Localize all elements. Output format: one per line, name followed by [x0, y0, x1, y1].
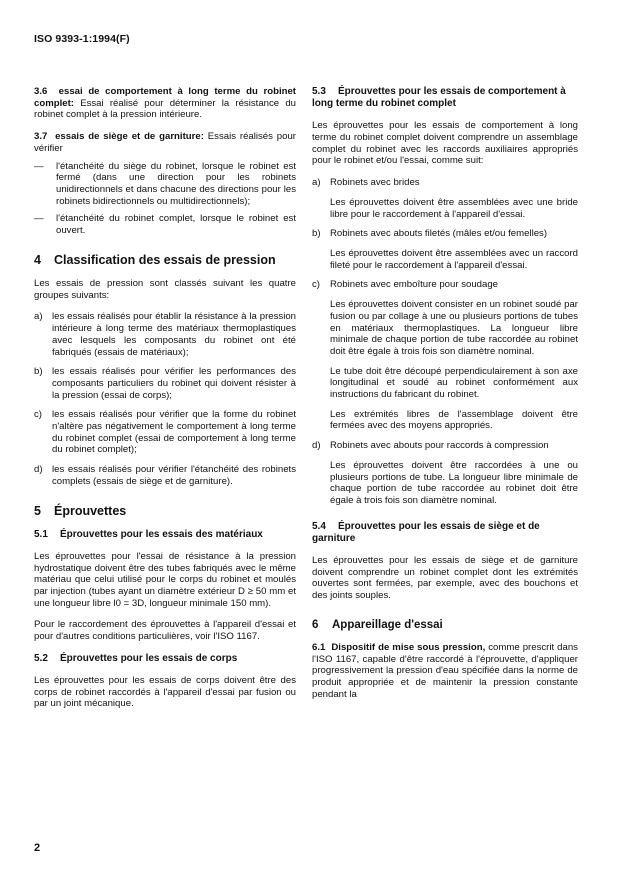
section-5-title: Éprouvettes	[54, 503, 127, 518]
list-marker: a)	[34, 311, 43, 323]
clause-6-1	[312, 642, 578, 701]
section-4-item-a	[34, 311, 296, 358]
section-5-2-heading	[34, 653, 296, 665]
section-6-heading	[312, 618, 578, 632]
section-5-4-number: 5.4	[312, 520, 326, 532]
section-5-3-item-d-text: Les éprouvettes doivent être raccordées à une ou plusieurs portions de tube. La longueur libre minimale de chaque portion de tube raccordée au robinet doit être égale à trois fois son diamètre nominal.	[330, 459, 578, 506]
clause-3-7-number: 3.7	[34, 131, 48, 143]
list-marker: d)	[34, 464, 43, 476]
list-marker: c)	[34, 409, 42, 421]
left-column	[34, 86, 296, 720]
list-marker: b)	[312, 228, 321, 240]
list-marker: b)	[34, 366, 43, 378]
section-5-1-paragraph-1: Les éprouvettes pour l'essai de résistance à la pression hydrostatique doivent être des tubes fabriqués avec le même matériau que celui utilisé pour le corps du robinet et moulés par injection (tubes ayant un diamètre extérieur D ≥ 50 mm et une longueur libre l0 = 3D, longueur minimale 150 mm).	[34, 550, 296, 609]
list-item-title: Robinets avec brides	[330, 177, 420, 189]
section-5-3-heading	[312, 86, 578, 110]
section-5-heading	[34, 504, 296, 519]
section-5-4-heading	[312, 521, 578, 545]
section-4-item-b	[34, 366, 296, 401]
clause-3-6	[34, 86, 296, 121]
page-number: 2	[34, 842, 41, 854]
dash-item-text: l'étanchéité du robinet complet, lorsque le robinet est ouvert.	[56, 213, 296, 237]
section-5-2-number: 5.2	[34, 652, 48, 664]
section-5-3-item-b-text: Les éprouvettes doivent être assemblées avec un raccord fileté pour le raccordement à l'appareil d'essai.	[330, 248, 578, 271]
list-item-text: les essais réalisés pour vérifier les performances des composants particuliers du robinet qui doivent résister à la pression (essai de corps);	[52, 366, 296, 401]
section-4-item-c	[34, 409, 296, 456]
section-5-3-item-c-paragraph-3: Les extrémités libres de l'assemblage doivent être fermées avec des moyens appropriés.	[330, 408, 578, 432]
dash-list-item	[34, 213, 296, 236]
clause-6-1-number: 6.1	[312, 641, 326, 653]
section-4-intro: Les essais de pression sont classés suivant les quatre groupes suivants:	[34, 277, 296, 301]
dash-item-text: l'étanchéité du siège du robinet, lorsque le robinet est fermé (dans une direction pour les robinets unidirectionnels et dans chacune des directions pour les robinets bidirectionnels ou multidirectionnels);	[56, 160, 296, 207]
list-marker: c)	[312, 279, 320, 291]
section-5-4-title: Éprouvettes pour les essais de siège et de garniture	[312, 520, 540, 544]
section-5-3-item-a	[312, 177, 578, 189]
clause-6-1-term: Dispositif de mise sous pression,	[331, 641, 486, 653]
list-item-text: les essais réalisés pour vérifier que la forme du robinet n'altère pas négativement le comportement à long terme du robinet complet (essai de comportement à long terme du robinet complet);	[52, 409, 296, 456]
list-marker: d)	[312, 440, 321, 452]
section-4-item-d	[34, 464, 296, 487]
section-5-1-number: 5.1	[34, 528, 48, 540]
list-item-title: Robinets avec emboîture pour soudage	[330, 279, 498, 291]
section-5-3-item-c-paragraph-2: Le tube doit être découpé perpendiculairement à son axe longitudinal et soudé au robinet conformément aux instructions du fabricant du robinet.	[330, 365, 578, 401]
dash-marker: —	[34, 160, 44, 172]
dash-list-item	[34, 161, 296, 208]
list-item-title: Robinets avec abouts pour raccords à compression	[330, 440, 549, 452]
section-5-2-paragraph-1: Les éprouvettes pour les essais de corps doivent être des corps de robinet raccordés à l'appareil d'essai par fusion ou par un joint mécanique.	[34, 675, 296, 710]
section-5-3-item-b	[312, 228, 578, 240]
right-column	[312, 86, 578, 710]
section-6-title: Appareillage d'essai	[332, 618, 443, 631]
section-4-title: Classification des essais de pression	[54, 252, 276, 267]
section-5-3-title: Éprouvettes pour les essais de comportement à long terme du robinet complet	[312, 86, 566, 110]
section-5-3-number: 5.3	[312, 86, 326, 97]
list-marker: a)	[312, 177, 321, 189]
list-item-text: les essais réalisés pour établir la résistance à la pression intérieure à long terme des matériaux thermoplastiques avec lesquels les composants du robinet ont été fabriqués (essais de matériaux);	[52, 311, 296, 358]
page-header-standard-id: ISO 9393-1:1994(F)	[34, 33, 130, 45]
clause-6-1-text: comme prescrit dans l'ISO 1167, capable d'être raccordé à l'éprouvette, d'appliquer progressivement la pression d'eau spécifiée dans la norme de produit appropriée et de maintenir la pression constante pendant la	[312, 641, 578, 700]
section-4-heading	[34, 253, 296, 268]
clause-3-7-term: essais de siège et de garniture:	[55, 131, 204, 143]
section-5-3-item-a-text: Les éprouvettes doivent être assemblées avec une bride libre pour le raccordement à l'appareil d'essai.	[330, 196, 578, 220]
list-item-title: Robinets avec abouts filetés (mâles et/ou femelles)	[330, 228, 548, 240]
clause-3-7	[34, 131, 296, 154]
section-5-3-item-d	[312, 440, 578, 452]
clause-3-6-text: Essai réalisé pour déterminer la résistance du robinet complet à la pression intérieure.	[34, 97, 296, 121]
clause-3-6-term: essai de comportement à long terme du robinet complet:	[34, 86, 296, 109]
clause-3-7-text: Essais réalisés pour vérifier	[34, 131, 296, 154]
section-6-number: 6	[312, 618, 319, 631]
section-5-1-heading	[34, 529, 296, 541]
section-5-1-title: Éprouvettes pour les essais des matériaux	[60, 528, 263, 540]
section-5-4-paragraph-1: Les éprouvettes pour les essais de siège et de garniture doivent comprendre un robinet complet dont les extrémités ouvertes sont fermées, par exemple, avec des bouchons et des joints souples.	[312, 555, 578, 602]
section-5-3-item-c-paragraph-1: Les éprouvettes doivent consister en un robinet soudé par fusion ou par collage à une ou plusieurs portions de tubes en matériaux thermoplastiques. La longueur libre minimale de chaque portion de tube raccordée au robinet doit être égale à trois fois son diamètre nominal.	[330, 299, 578, 357]
section-4-number: 4	[34, 252, 41, 267]
list-item-text: les essais réalisés pour vérifier l'étanchéité des robinets complets (essais de siège et de garniture).	[52, 464, 296, 487]
dash-marker: —	[34, 213, 44, 225]
section-5-1-paragraph-2: Pour le raccordement des éprouvettes à l'appareil d'essai et pour d'autres conditions particulières, voir l'ISO 1167.	[34, 619, 296, 643]
clause-3-6-number: 3.6	[34, 86, 48, 97]
section-5-3-intro: Les éprouvettes pour les essais de comportement à long terme du robinet complet doivent comprendre un assemblage complet du robinet avec les raccords auxiliaires appropriés pour le robinet et/ou l'essai, comme suit:	[312, 120, 578, 167]
section-5-3-item-c	[312, 279, 578, 291]
section-5-2-title: Éprouvettes pour les essais de corps	[60, 652, 238, 664]
section-5-number: 5	[34, 503, 41, 518]
